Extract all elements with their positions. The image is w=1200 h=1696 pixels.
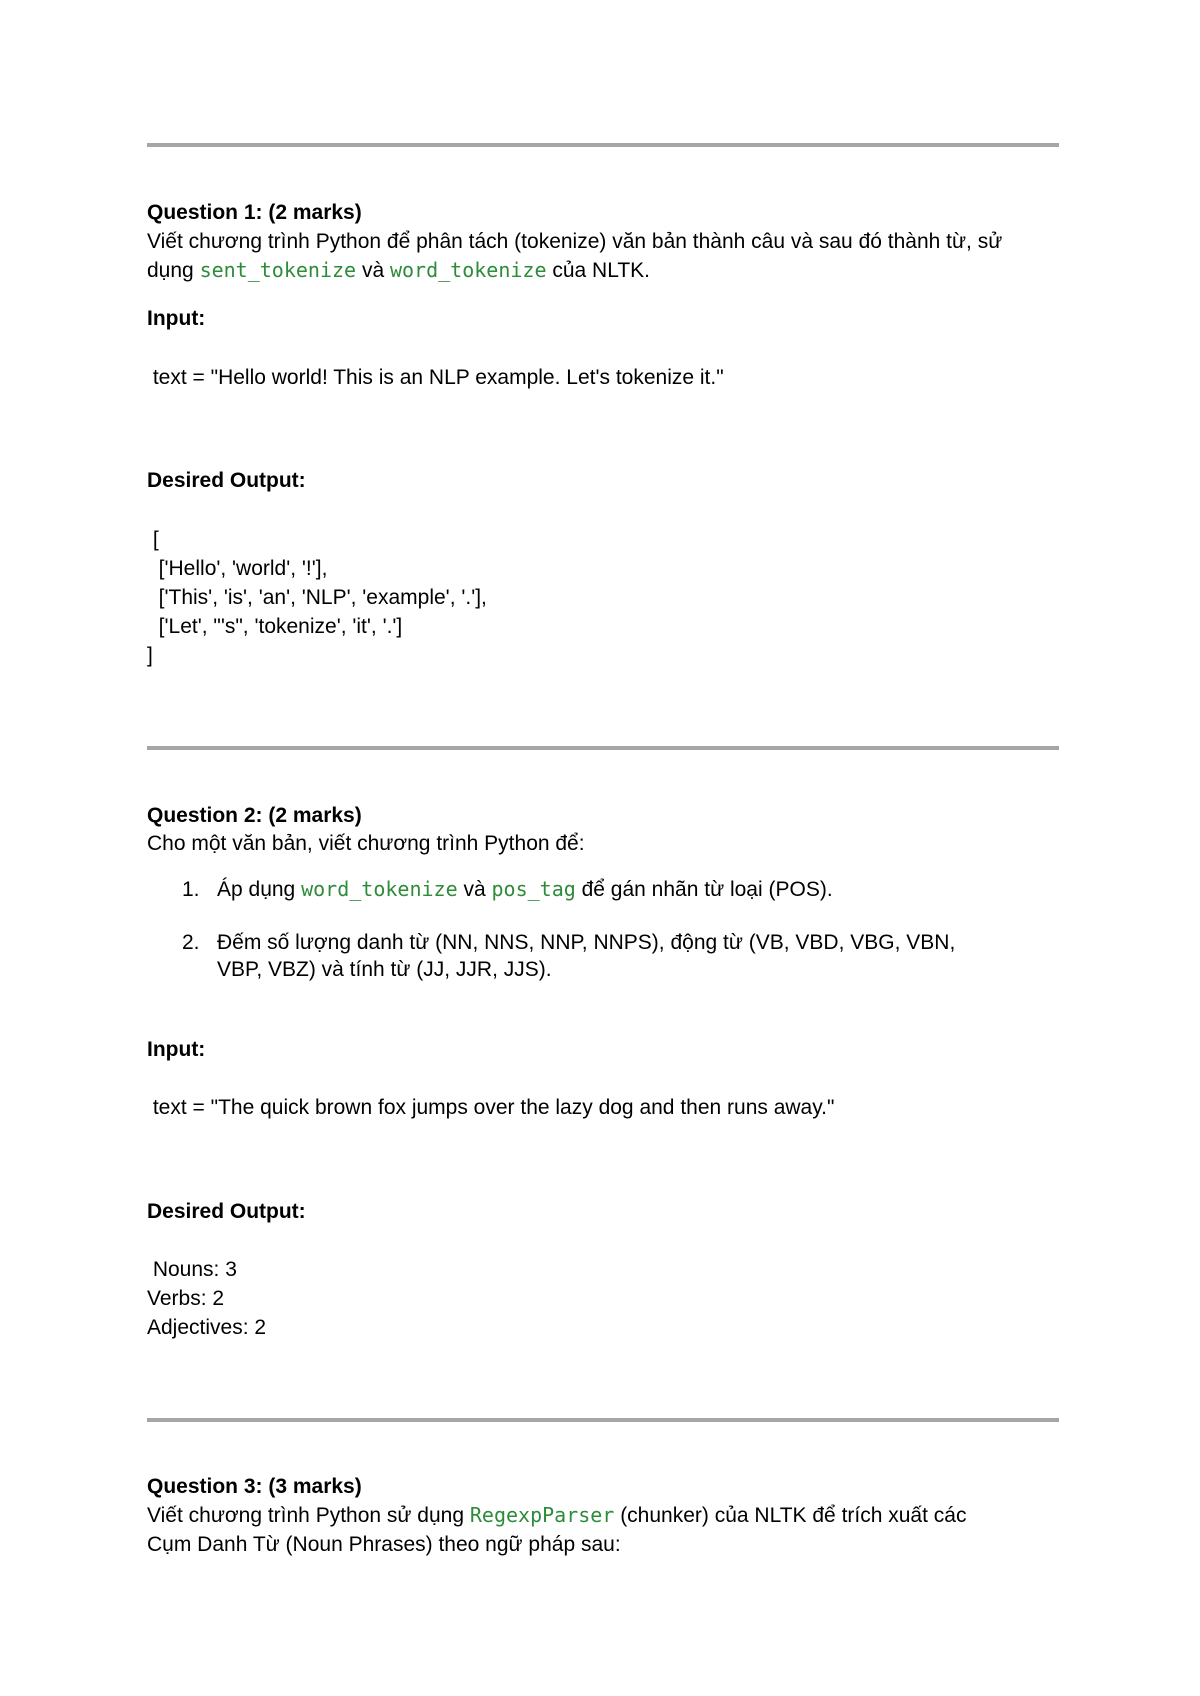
output-label: Desired Output:: [147, 469, 306, 492]
output-line: Nouns: 3: [147, 1258, 237, 1281]
section-divider: [147, 746, 1059, 750]
input-label: Input:: [147, 1038, 206, 1061]
text-run: và: [457, 878, 492, 901]
output-block: [147, 1255, 1067, 1342]
section-divider: [147, 143, 1059, 147]
text-run: của NLTK.: [546, 259, 650, 282]
list-number: 1.: [182, 878, 200, 901]
question-description: [147, 1501, 1067, 1559]
description-line: [147, 256, 1067, 285]
output-line: ]: [147, 644, 153, 667]
output-line: ['Hello', 'world', '!'],: [147, 557, 328, 580]
question-1: [147, 200, 1067, 285]
question-2: [147, 803, 1067, 858]
output-line: [: [147, 528, 159, 551]
output-block: [147, 525, 1067, 670]
input-text: text = "Hello world! This is an NLP example. Let's tokenize it.": [147, 366, 724, 389]
output-line: ['This', 'is', 'an', 'NLP', 'example', '.'],: [147, 586, 487, 609]
question-title: Question 2: (2 marks): [147, 804, 362, 827]
list-item: [147, 876, 1067, 903]
code-word-tokenize: word_tokenize: [301, 877, 458, 901]
output-line: Adjectives: 2: [147, 1316, 267, 1339]
list-item-line: Đếm số lượng danh từ (NN, NNS, NNP, NNPS), động từ (VB, VBD, VBG, VBN,: [217, 931, 956, 954]
description-line: Viết chương trình Python để phân tách (tokenize) văn bản thành câu và sau đó thành từ, sử: [147, 230, 1003, 253]
question-title: Question 1: (2 marks): [147, 201, 362, 224]
code-sent-tokenize: sent_tokenize: [199, 258, 357, 282]
text-run: Viết chương trình Python sử dụng: [147, 1504, 470, 1527]
output-line: ['Let', "'s", 'tokenize', 'it', '.']: [147, 615, 403, 638]
code-pos-tag: pos_tag: [491, 877, 576, 901]
output-line: Verbs: 2: [147, 1287, 225, 1310]
description-line: [147, 1501, 1067, 1530]
description-line: Cụm Danh Từ (Noun Phrases) theo ngữ pháp sau:: [147, 1533, 621, 1556]
input-text: text = "The quick brown fox jumps over the lazy dog and then runs away.": [147, 1096, 835, 1119]
text-run: dụng: [147, 259, 200, 282]
list-number: 2.: [182, 931, 200, 954]
question-description: Cho một văn bản, viết chương trình Python để:: [147, 832, 585, 855]
text-run: (chunker) của NLTK để trích xuất các: [614, 1504, 967, 1527]
list-item: [147, 929, 1067, 983]
code-regexpparser: RegexpParser: [469, 1503, 615, 1527]
code-word-tokenize: word_tokenize: [389, 258, 547, 282]
question-title: Question 3: (3 marks): [147, 1475, 362, 1498]
input-label: Input:: [147, 307, 206, 330]
text-run: và: [356, 259, 390, 282]
text-run: để gán nhãn từ loại (POS).: [575, 878, 833, 901]
output-label: Desired Output:: [147, 1200, 306, 1223]
question-3: [147, 1474, 1067, 1559]
question-description: [147, 227, 1067, 285]
list-item-line: VBP, VBZ) và tính từ (JJ, JJR, JJS).: [217, 958, 552, 981]
section-divider: [147, 1418, 1059, 1422]
text-run: Áp dụng: [217, 878, 302, 901]
task-list: [147, 876, 1067, 983]
